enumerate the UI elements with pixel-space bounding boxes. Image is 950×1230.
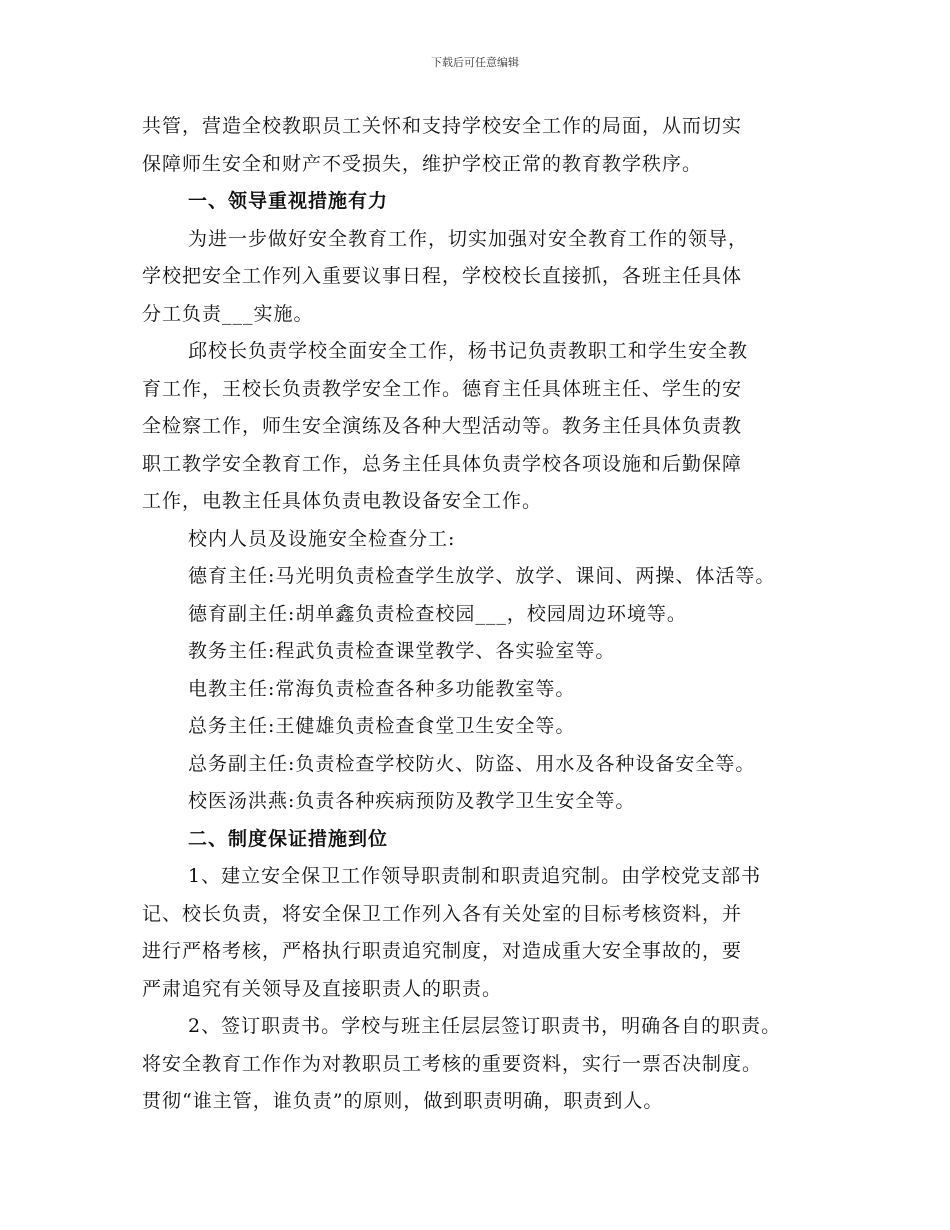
text-line: 1、建立安全保卫工作领导职责制和职责追究制。由学校党支部书 <box>188 865 762 887</box>
text-line: 工作，电教主任具体负责电教设备安全工作。 <box>142 490 543 512</box>
section-heading: 二、制度保证措施到位 <box>188 827 389 850</box>
duty-item: 德育主任:马光明负责检查学生放学、放学、课间、两操、体活等。 <box>188 565 776 587</box>
text-line: 职工教学安全教育工作，总务主任具体负责学校各项设施和后勤保障 <box>142 452 743 475</box>
document-body <box>142 108 832 1121</box>
text-line: 进行严格考核，严格执行职责追究制度，对造成重大安全事故的，要 <box>142 940 743 962</box>
duty-item: 教务主任:程武负责检查课堂教学、各实验室等。 <box>188 640 616 662</box>
text-line: 贯彻“谁主管，谁负责”的原则，做到职责明确，职责到人。 <box>142 1090 664 1112</box>
duty-item: 总务副主任:负责检查学校防火、防盗、用水及各种设备安全等。 <box>188 752 756 775</box>
text-line: 记、校长负责，将安全保卫工作列入各有关处室的目标考核资料，并 <box>142 902 743 925</box>
text-line: 育工作，王校长负责教学安全工作。德育主任具体班主任、学生的安 <box>142 377 743 400</box>
text-line: 共管，营造全校教职员工关怀和支持学校安全工作的局面，从而切实 <box>142 115 743 137</box>
duty-item: 总务主任:王健雄负责检查食堂卫生安全等。 <box>188 715 576 737</box>
text-line: 邱校长负责学校全面安全工作，杨书记负责教职工和学生安全教 <box>188 340 749 362</box>
text-line: 严肃追究有关领导及直接职责人的职责。 <box>142 977 503 1000</box>
text-line: 学校把安全工作列入重要议事日程，学校校长直接抓，各班主任具体 <box>142 265 743 287</box>
text-line: 保障师生安全和财产不受损失，维护学校正常的教育教学秩序。 <box>142 152 703 175</box>
text-line: 校内人员及设施安全检查分工: <box>188 527 456 550</box>
page-header-note: 下载后可任意编辑 <box>431 56 519 69</box>
text-line: 为进一步做好安全教育工作，切实加强对安全教育工作的领导， <box>188 227 749 250</box>
text-line: 分工负责___实施。 <box>142 302 314 325</box>
text-line: 全检察工作，师生安全演练及各种大型活动等。教务主任具体负责教 <box>142 415 743 437</box>
duty-item: 电教主任:常海负责检查各种多功能教室等。 <box>188 677 576 700</box>
text-line: 2、签订职责书。学校与班主任层层签订职责书，明确各自的职责。 <box>188 1015 782 1037</box>
section-heading: 一、领导重视措施有力 <box>188 190 389 212</box>
duty-item: 校医汤洪燕:负责各种疾病预防及教学卫生安全等。 <box>188 790 636 812</box>
duty-item: 德育副主任:胡单鑫负责检查校园___，校园周边环境等。 <box>188 602 687 625</box>
text-line: 将安全教育工作作为对教职员工考核的重要资料，实行一票否决制度。 <box>142 1052 763 1075</box>
